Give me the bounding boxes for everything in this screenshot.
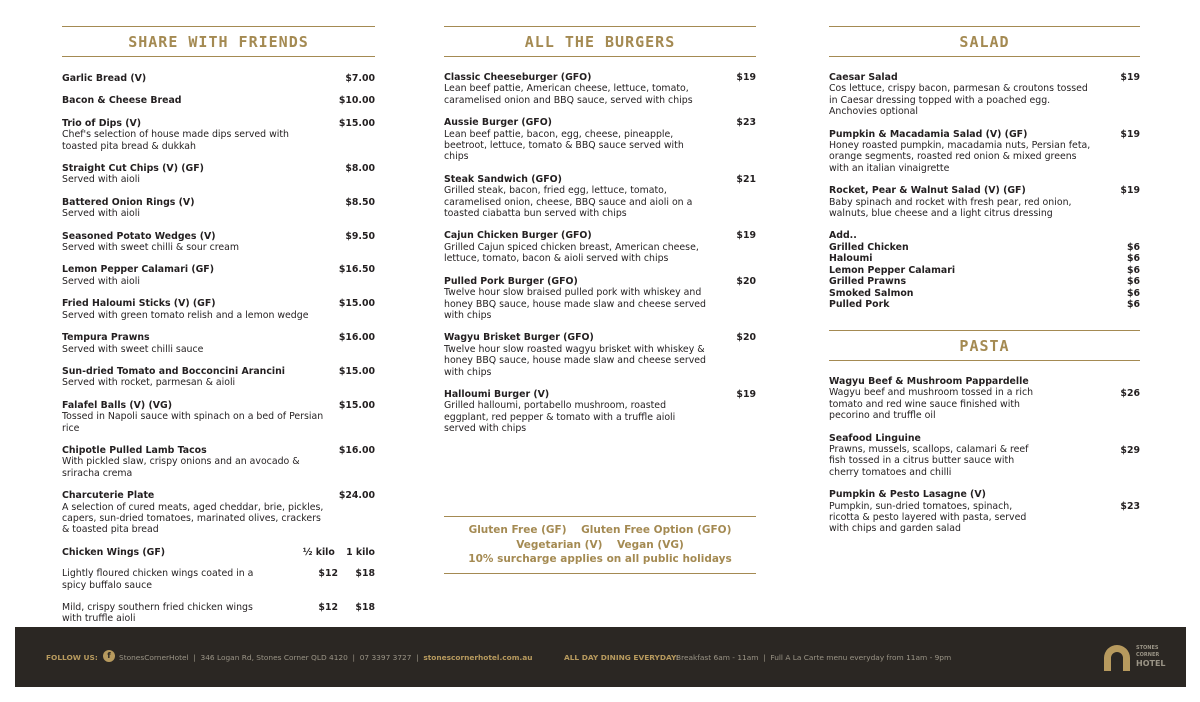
item-name: Lemon Pepper Calamari (GF)	[62, 264, 214, 276]
item-name: Sun-dried Tomato and Bocconcini Arancini	[62, 365, 285, 377]
wings-list	[62, 568, 375, 625]
menu-item	[62, 298, 375, 321]
menu-item	[62, 231, 375, 254]
addons-label: Add..	[829, 230, 857, 242]
item-price: $29	[1120, 444, 1140, 456]
item-name: Seafood Linguine	[829, 432, 921, 444]
pasta-list	[829, 376, 1140, 535]
item-price: $26	[1120, 388, 1140, 399]
item-price: $15.00	[338, 298, 375, 310]
wings-size-half: ½ kilo	[302, 546, 335, 558]
logo-line-2: CORNER	[1136, 652, 1160, 658]
item-name: Straight Cut Chips (V) (GF)	[62, 163, 204, 175]
share-list	[62, 73, 375, 536]
hotel-logo-text	[1136, 645, 1166, 668]
menu-item	[62, 163, 375, 186]
menu-item	[62, 332, 375, 355]
menu-item	[444, 389, 756, 435]
item-name: Halloumi Burger (V)	[444, 388, 550, 400]
wings-size-full: 1 kilo	[346, 546, 375, 558]
burgers-section	[444, 26, 756, 446]
item-name: Bacon & Cheese Bread	[62, 95, 182, 107]
dining-label: ALL DAY DINING EVERYDAY:	[564, 653, 679, 662]
item-description: Served with aioli	[62, 275, 140, 287]
pasta-section	[829, 330, 1140, 546]
menu-item	[829, 376, 1140, 422]
wings-option	[62, 568, 375, 591]
item-name: Pulled Pork Burger (GFO)	[444, 275, 578, 287]
follow-label: FOLLOW US:	[46, 653, 98, 662]
item-price: $15.00	[338, 117, 375, 129]
addon-item	[829, 253, 1140, 264]
addon-price: $6	[1126, 264, 1140, 276]
item-description: Twelve hour slow braised pulled pork with whiskey and honey BBQ sauce, house made slaw and cheese served with chips	[444, 287, 706, 321]
item-description: Chef's selection of house made dips served with toasted pita bread & dukkah	[62, 129, 289, 152]
wings-price-full: $18	[355, 568, 375, 580]
salad-header	[829, 26, 1140, 57]
item-name: Trio of Dips (V)	[62, 117, 142, 129]
item-price: $10.00	[338, 95, 375, 107]
menu-item	[444, 72, 756, 106]
wings-option	[62, 602, 375, 625]
item-price: $9.50	[345, 230, 375, 242]
addon-name: Smoked Salmon	[829, 287, 914, 299]
item-price: $19	[1120, 72, 1140, 83]
burgers-header	[444, 26, 756, 57]
item-name: Fried Haloumi Sticks (V) (GF)	[62, 298, 216, 310]
wings-price-half: $12	[318, 602, 338, 613]
contact-info: StonesCornerHotel | 346 Logan Rd, Stones Corner QLD 4120 | 07 3397 3727 | stonescornerhotel.com.au	[119, 653, 533, 662]
menu-item	[444, 332, 756, 378]
item-description: Honey roasted pumpkin, macadamia nuts, Persian feta, orange segments, roasted red onion & mixed greens with an italian vinaigrette	[829, 140, 1091, 174]
menu-item	[829, 129, 1140, 175]
salad-title: SALAD	[959, 32, 1010, 51]
item-description: Prawns, mussels, scallops, calamari & reef fish tossed in a citrus butter sauce with cherry tomatoes and chilli	[829, 444, 1029, 478]
item-description: Served with rocket, parmesan & aioli	[62, 377, 236, 389]
item-price: $8.50	[345, 196, 375, 208]
addon-price: $6	[1126, 241, 1140, 253]
dietary-legend	[444, 516, 756, 574]
wings-sizes	[295, 547, 375, 558]
item-price: $23	[736, 117, 756, 129]
address: 346 Logan Rd, Stones Corner QLD 4120	[200, 653, 348, 662]
item-description: Served with aioli	[62, 174, 140, 186]
item-price: $19	[1120, 128, 1140, 140]
wings-description: Lightly floured chicken wings coated in a spicy buffalo sauce	[62, 568, 254, 591]
item-name: Rocket, Pear & Walnut Salad (V) (GF)	[829, 185, 1026, 197]
legend-line-1: Gluten Free (GF) Gluten Free Option (GFO)	[468, 524, 732, 536]
menu-item	[62, 400, 375, 434]
item-description: Served with sweet chilli & sour cream	[62, 242, 240, 254]
addon-item	[829, 276, 1140, 287]
addon-item	[829, 242, 1140, 253]
addon-price: $6	[1126, 298, 1140, 310]
item-description: Wagyu beef and mushroom tossed in a rich tomato and red wine sauce finished with pecorino and truffle oil	[829, 387, 1034, 422]
salad-section	[829, 26, 1140, 310]
menu-item	[829, 72, 1140, 118]
item-price: $16.00	[338, 444, 375, 456]
wings-price-half: $12	[318, 568, 338, 580]
item-description: Served with aioli	[62, 208, 140, 220]
addon-name: Lemon Pepper Calamari	[829, 264, 956, 276]
phone[interactable]: 07 3397 3727	[359, 653, 412, 662]
item-name: Wagyu Beef & Mushroom Pappardelle	[829, 376, 1029, 387]
legend-line-2: Vegetarian (V) Vegan (VG)	[516, 538, 684, 551]
item-name: Aussie Burger (GFO)	[444, 117, 552, 129]
item-description: Baby spinach and rocket with fresh pear, red onion, walnuts, blue cheese and a light citrus dressing	[829, 196, 1072, 220]
item-name: Caesar Salad	[829, 72, 898, 83]
item-description: Twelve hour slow roasted wagyu brisket with whiskey & honey BBQ sauce, house made slaw and cheese served with chips	[444, 343, 706, 378]
item-name: Tempura Prawns	[62, 332, 150, 344]
menu-item	[829, 489, 1140, 535]
item-name: Falafel Balls (V) (VG)	[62, 399, 172, 411]
item-price: $19	[736, 230, 756, 242]
item-price: $23	[1120, 501, 1140, 513]
addon-price: $6	[1126, 287, 1140, 299]
item-name: Battered Onion Rings (V)	[62, 196, 195, 208]
addon-name: Grilled Chicken	[829, 241, 909, 253]
website-link[interactable]: stonescornerhotel.com.au	[423, 653, 533, 662]
menu-item	[62, 490, 375, 536]
item-price: $19	[1120, 185, 1140, 197]
item-name: Pumpkin & Macadamia Salad (V) (GF)	[829, 128, 1028, 140]
item-description: Grilled Cajun spiced chicken breast, American cheese, lettuce, tomato, bacon & aioli served with chips	[444, 241, 699, 265]
item-description: Served with green tomato relish and a lemon wedge	[62, 309, 309, 321]
item-name: Wagyu Brisket Burger (GFO)	[444, 332, 594, 344]
wings-price-full: $18	[355, 602, 375, 613]
item-description: Tossed in Napoli sauce with spinach on a bed of Persian rice	[62, 411, 324, 434]
item-price: $21	[736, 173, 756, 185]
logo-line-1: STONES	[1136, 645, 1159, 651]
hotel-logo-icon	[1101, 642, 1133, 674]
menu-item	[829, 185, 1140, 219]
item-price: $16.00	[338, 332, 375, 344]
pasta-title: PASTA	[959, 336, 1010, 355]
item-name: Garlic Bread (V)	[62, 73, 147, 84]
burgers-title: ALL THE BURGERS	[524, 32, 676, 51]
burger-list	[444, 72, 756, 435]
item-name: Chipotle Pulled Lamb Tacos	[62, 444, 207, 456]
share-section	[62, 26, 375, 636]
item-name: Classic Cheeseburger (GFO)	[444, 72, 592, 83]
menu-item	[829, 433, 1140, 479]
addon-price: $6	[1126, 253, 1140, 265]
item-description: Served with sweet chilli sauce	[62, 343, 204, 355]
menu-item	[62, 95, 375, 106]
menu-item	[62, 445, 375, 479]
share-header	[62, 26, 375, 57]
menu-item	[444, 174, 756, 220]
item-description: Lean beef pattie, American cheese, lettuce, tomato, caramelised onion and BBQ sauce, served with chips	[444, 83, 693, 106]
item-price: $24.00	[338, 490, 375, 502]
menu-item	[62, 73, 375, 84]
item-price: $20	[736, 275, 756, 287]
item-description: Grilled steak, bacon, fried egg, lettuce, tomato, caramelised onion, cheese, BBQ sauce and aioli on a toasted ciabatta bun served with chips	[444, 185, 693, 220]
addon-item	[829, 299, 1140, 310]
item-price: $8.00	[345, 163, 375, 175]
menu-item	[62, 264, 375, 287]
menu-item	[62, 197, 375, 220]
addon-list	[829, 242, 1140, 310]
dining-hours: Breakfast 6am - 11am | Full A La Carte menu everyday from 11am - 9pm	[676, 653, 952, 662]
item-name: Seasoned Potato Wedges (V)	[62, 230, 216, 242]
wings-description: Mild, crispy southern fried chicken wings with truffle aioli	[62, 602, 253, 625]
item-price: $19	[736, 72, 756, 83]
item-description: A selection of cured meats, aged cheddar, brie, pickles, capers, sun-dried tomatoes, marinated olives, crackers & toasted pita bread	[62, 501, 324, 536]
item-description: Grilled halloumi, portabello mushroom, roasted eggplant, red pepper & tomato with a truffle aioli served with chips	[444, 400, 676, 435]
item-description: Lean beef pattie, bacon, egg, cheese, pineapple, beetroot, lettuce, tomato & BBQ sauce served with chips	[444, 128, 684, 163]
item-name: Steak Sandwich (GFO)	[444, 173, 562, 185]
share-title: SHARE WITH FRIENDS	[128, 32, 309, 51]
addon-item	[829, 265, 1140, 276]
item-name: Charcuterie Plate	[62, 490, 155, 502]
item-name: Pumpkin & Pesto Lasagne (V)	[829, 489, 986, 501]
menu-item	[62, 366, 375, 389]
item-description: With pickled slaw, crispy onions and an avocado & sriracha crema	[62, 456, 300, 479]
menu-item	[62, 118, 375, 152]
item-price: $20	[736, 332, 756, 344]
addon-name: Grilled Prawns	[829, 276, 907, 288]
wings-header	[62, 547, 375, 558]
item-name: Cajun Chicken Burger (GFO)	[444, 230, 592, 242]
salad-addons	[829, 230, 1140, 310]
wings-name: Chicken Wings (GF)	[62, 546, 166, 558]
addon-price: $6	[1126, 276, 1140, 288]
legend-line-3: 10% surcharge applies on all public holidays	[468, 553, 732, 566]
item-description: Cos lettuce, crispy bacon, parmesan & croutons tossed in Caesar dressing topped with a poached egg. Anchovies optional	[829, 83, 1088, 118]
menu-item	[444, 117, 756, 163]
addon-name: Pulled Pork	[829, 298, 890, 310]
item-price: $19	[736, 388, 756, 400]
salad-list	[829, 72, 1140, 219]
facebook-icon[interactable]: f	[103, 650, 115, 662]
social-handle[interactable]: StonesCornerHotel	[119, 653, 189, 662]
item-price: $7.00	[345, 73, 375, 84]
menu-item	[444, 230, 756, 264]
addon-name: Haloumi	[829, 253, 873, 265]
item-price: $15.00	[338, 365, 375, 377]
logo-line-3: HOTEL	[1136, 659, 1166, 668]
addon-item	[829, 288, 1140, 299]
item-price: $15.00	[338, 399, 375, 411]
item-price: $16.50	[338, 264, 375, 276]
footer-bar	[15, 627, 1186, 687]
pasta-header	[829, 330, 1140, 361]
menu-item	[444, 276, 756, 322]
item-description: Pumpkin, sun-dried tomatoes, spinach, ricotta & pesto layered with pasta, served with chips and garden salad	[829, 500, 1027, 535]
